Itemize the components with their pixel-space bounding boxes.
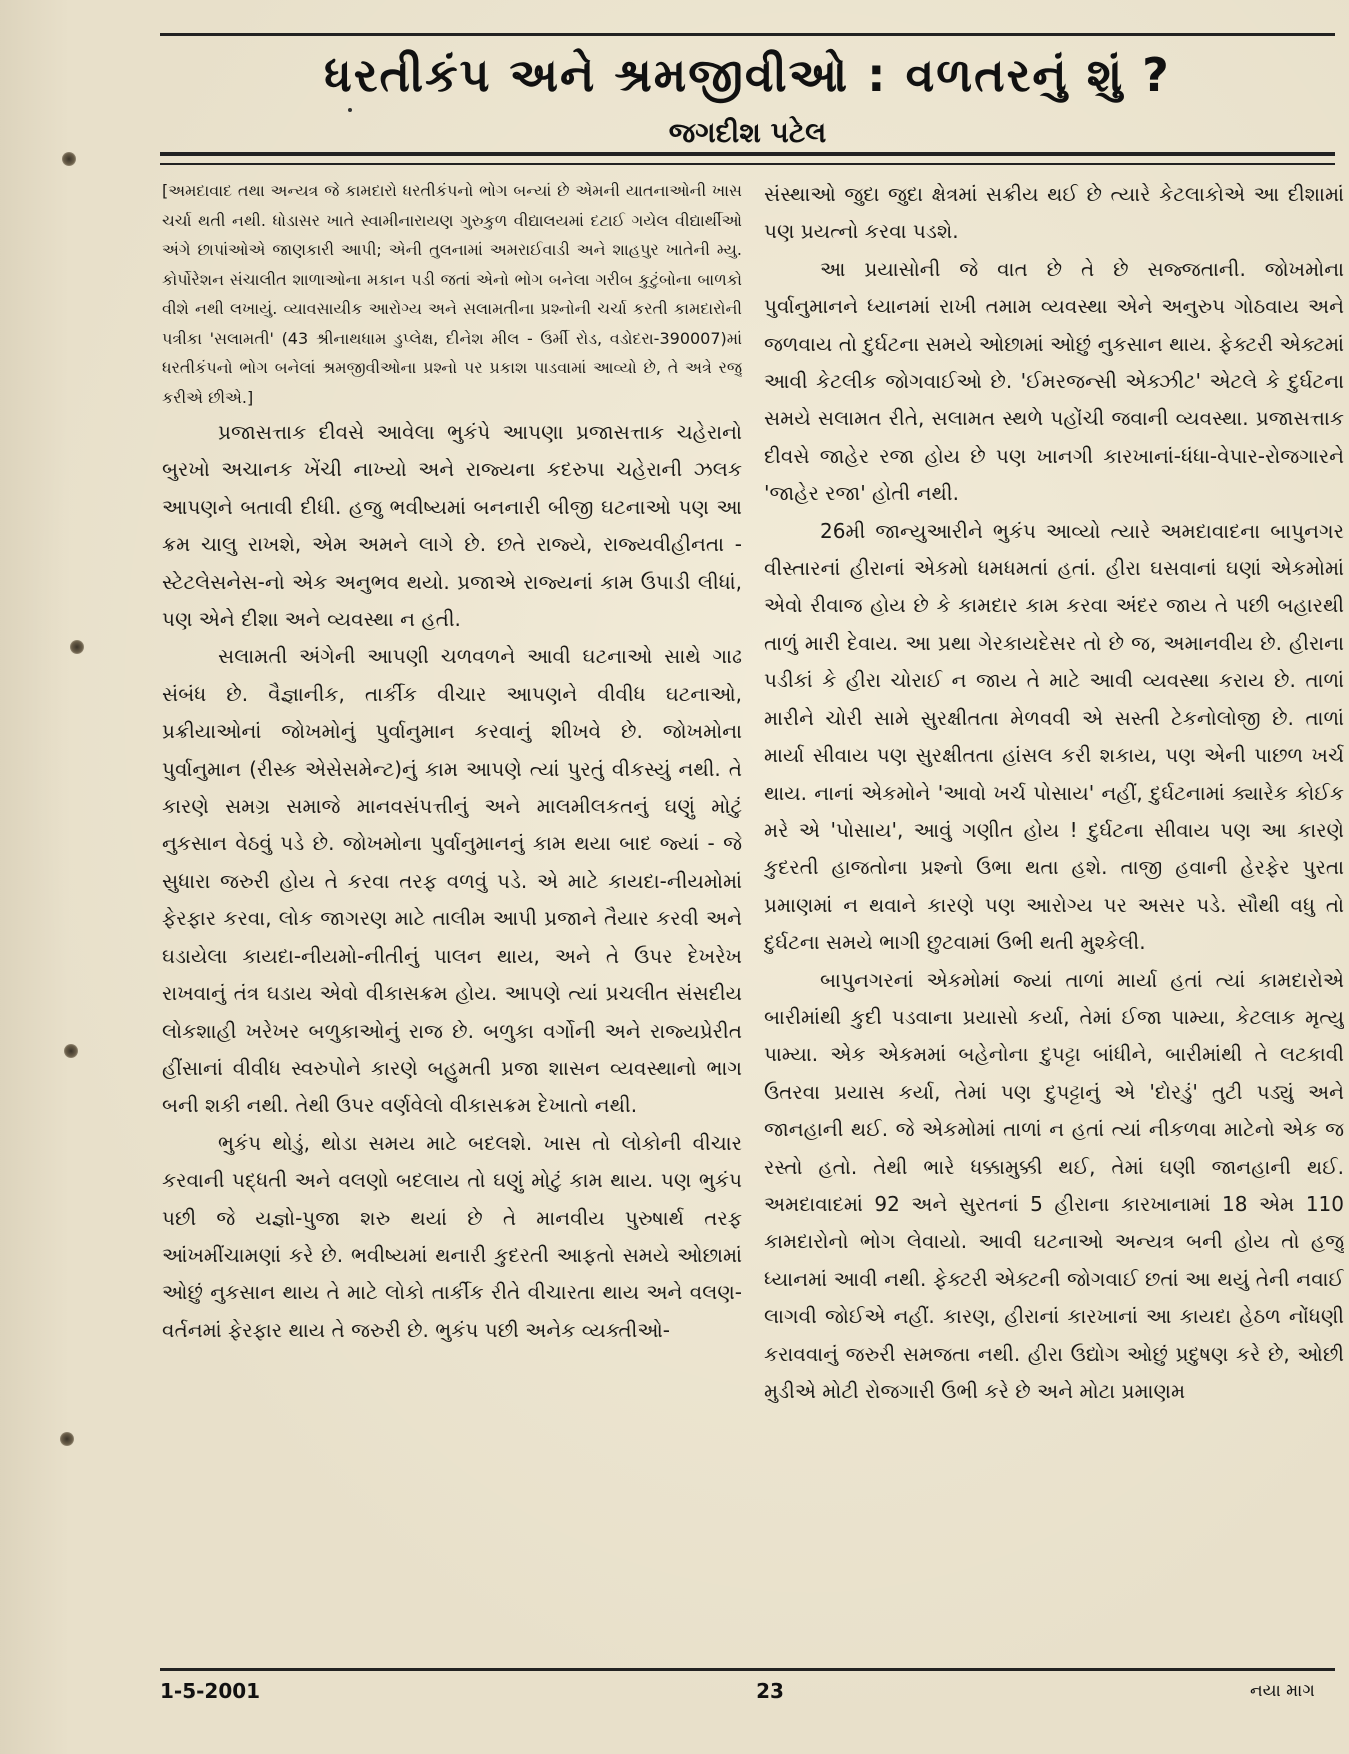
right-column	[764, 176, 1344, 1666]
paragraph: પ્રજાસત્તાક દીવસે આવેલા ભુકંપે આપણા પ્રજાસત્તાક ચહેરાનો બુરખો અચાનક ખેંચી નાખ્યો અને રાજ્યના કદરુપા ચહેરાની ઝલક આપણને બતાવી દીધી. હજુ ભવીષ્યમાં બનનારી બીજી ઘટનાઓ પણ આ ક્રમ ચાલુ રાખશે, એમ અમને લાગે છે. છતે રાજ્યે, રાજ્યવીહીનતા - સ્ટેટલેસનેસ-નો એક અનુભવ થયો. પ્રજાએ રાજ્યનાં કામ ઉપાડી લીધાં, પણ એને દીશા અને વ્યવસ્થા ન હતી.	[162, 420, 742, 632]
punch-hole	[60, 1432, 74, 1446]
top-rule	[160, 33, 1335, 36]
article-title: ધરતીકંપ અને શ્રમજીવીઓ : વળતરનું શું ?	[324, 48, 1171, 102]
header-rule-thin	[160, 163, 1335, 165]
paragraph: 26મી જાન્યુઆરીને ભુકંપ આવ્યો ત્યારે અમદાવાદના બાપુનગર વીસ્તારનાં હીરાનાં એકમો ધમધમતાં હતાં. હીરા ઘસવાનાં ઘણાં એકમોમાં એવો રીવાજ હોય છે કે કામદાર કામ કરવા અંદર જાય તે પછી બહારથી તાળું મારી દેવાય. આ પ્રથા ગેરકાયદેસર તો છે જ, અમાનવીય છે. હીરાના પડીકાં કે હીરા ચોરાઈ ન જાય તે માટે આવી વ્યવસ્થા કરાય છે. તાળાં મારીને ચોરી સામે સુરક્ષીતતા મેળવવી એ સસ્તી ટેકનોલોજી છે. તાળાં માર્યા સીવાય પણ સુરક્ષીતતા હાંસલ કરી શકાય, પણ એની પાછળ ખર્ચ થાય. નાનાં એકમોને 'આવો ખર્ચ પોસાય' નહીં, દુર્ઘટનામાં ક્યારેક કોઈક મરે એ 'પોસાય', આવું ગણીત હોય ! દુર્ઘટના સીવાય પણ આ કારણે કુદરતી હાજતોના પ્રશ્નો ઉભા થતા હશે. તાજી હવાની હેરફેર પુરતા પ્રમાણમાં ન થવાને કારણે પણ આરોગ્ય પર અસર પડે. સૌથી વધુ તો દુર્ઘટના સમયે ભાગી છુટવામાં ઉભી થતી મુશ્કેલી.	[764, 518, 1344, 955]
footer-rule	[160, 1668, 1335, 1671]
magazine-name: નયા માગ	[1250, 1681, 1315, 1701]
print-speck	[348, 108, 352, 112]
paragraph: બાપુનગરનાં એકમોમાં જ્યાં તાળાં માર્યા હતાં ત્યાં કામદારોએ બારીમાંથી કુદી પડવાના પ્રયાસો કર્યા, તેમાં ઈજા પામ્યા, કેટલાક મૃત્યુ પામ્યા. એક એકમમાં બહેનોના દુપટ્ટા બાંધીને, બારીમાંથી તે લટકાવી ઉતરવા પ્રયાસ કર્યા, તેમાં પણ દુપટ્ટાનું એ 'દોરડું' તુટી પડ્યું અને જાનહાની થઈ. જે એકમોમાં તાળાં ન હતાં ત્યાં નીકળવા માટેનો એક જ રસ્તો હતો. તેથી ભારે ધક્કામુક્કી થઈ, તેમાં ઘણી જાનહાની થઈ. અમદાવાદમાં 92 અને સુરતનાં 5 હીરાના કારખાનામાં 18 એમ 110 કામદારોનો ભોગ લેવાયો. આવી ઘટનાઓ અન્યત્ર બની હોય તો હજુ ધ્યાનમાં આવી નથી. ફેક્ટરી એક્ટની જોગવાઈ છતાં આ થયું તેની નવાઈ લાગવી જોઈએ નહીં. કારણ, હીરાનાં કારખાનાં આ કાયદા હેઠળ નોંધણી કરાવવાનું જરુરી સમજતા નથી. હીરા ઉદ્યોગ ઓછું પ્રદુષણ કરે છે, ઓછી મુડીએ મોટી રોજગારી ઉભી કરે છે અને મોટા પ્રમાણમ	[764, 967, 1344, 1403]
paragraph: ભુકંપ થોડું, થોડા સમય માટે બદલશે. ખાસ તો લોકોની વીચાર કરવાની પદ્ધતી અને વલણો બદલાય તો ઘણું મોટું કામ થાય. પણ ભુકંપ પછી જે યજ્ઞો-પુજા શરુ થયાં છે તે માનવીય પુરુષાર્થ તરફ આંખમીંચામણાં કરે છે. ભવીષ્યમાં થનારી કુદરતી આફતો સમયે ઓછામાં ઓછું નુકસાન થાય તે માટે લોકો તાર્કીક રીતે વીચારતા થાય અને વલણ-વર્તનમાં ફેરફાર થાય તે જરુરી છે. ભુકંપ પછી અનેક વ્યક્તીઓ-	[162, 1130, 742, 1342]
issue-date: 1-5-2001	[160, 1679, 261, 1703]
left-column	[162, 176, 742, 1666]
punch-hole	[70, 640, 84, 654]
punch-hole	[62, 152, 76, 166]
paragraph: સલામતી અંગેની આપણી ચળવળને આવી ઘટનાઓ સાથે ગાઢ સંબંધ છે. વૈજ્ઞાનીક, તાર્કીક વીચાર આપણને વીવીધ ઘટનાઓ, પ્રક્રીયાઓનાં જોખમોનું પુર્વાનુમાન કરવાનું શીખવે છે. જોખમોના પુર્વાનુમાન (રીસ્ક એસેસમેન્ટ)નું કામ આપણે ત્યાં પુરતું વીકસ્યું નથી. તે કારણે સમગ્ર સમાજે માનવસંપત્તીનું અને માલમીલકતનું ઘણું મોટું નુકસાન વેઠવું પડે છે. જોખમોના પુર્વાનુમાનનું કામ થયા બાદ જ્યાં - જે સુધારા જરુરી હોય તે કરવા તરફ વળવું પડે. એ માટે કાયદા-નીયમોમાં ફેરફાર કરવા, લોક જાગરણ માટે તાલીમ આપી પ્રજાને તૈયાર કરવી અને ઘડાયેલા કાયદા-નીયમો-નીતીનું પાલન થાય, અને તે ઉપર દેખરેખ રાખવાનું તંત્ર ઘડાય એવો વીકાસક્રમ હોય. આપણે ત્યાં પ્રચલીત સંસદીય લોકશાહી ખરેખર બળુકાઓનું રાજ છે. બળુકા વર્ગોની અને રાજ્યપ્રેરીત હીંસાનાં વીવીધ સ્વરુપોને કારણે બહુમતી પ્રજા શાસન વ્યવસ્થાનો ભાગ બની શકી નથી. તેથી ઉપર વર્ણવેલો વીકાસક્રમ દેખાતો નથી.	[162, 644, 742, 1118]
article-author: જગદીશ પટેલ	[668, 116, 827, 149]
punch-hole	[64, 1044, 78, 1058]
paragraph: આ પ્રયાસોની જે વાત છે તે છે સજ્જતાની. જોખમોના પુર્વાનુમાનને ધ્યાનમાં રાખી તમામ વ્યવસ્થા એને અનુરુપ ગોઠવાય અને જળવાય તો દુર્ઘટના સમયે ઓછામાં ઓછું નુકસાન થાય. ફેક્ટરી એક્ટમાં આવી કેટલીક જોગવાઈઓ છે. 'ઈમરજન્સી એક્ઝીટ' એટલે કે દુર્ઘટના સમયે સલામત રીતે, સલામત સ્થળે પહોંચી જવાની વ્યવસ્થા. પ્રજાસત્તાક દીવસે જાહેર રજા હોય છે પણ ખાનગી કારખાનાં-ધંધા-વેપાર-રોજગારને 'જાહેર રજા' હોતી નથી.	[764, 256, 1344, 506]
page-number: 23	[756, 1679, 784, 1703]
header-rule	[160, 152, 1335, 156]
paragraph: સંસ્થાઓ જુદા જુદા ક્ષેત્રમાં સક્રીય થઈ છે ત્યારે કેટલાકોએ આ દીશામાં પણ પ્રયત્નો કરવા પડશે.	[764, 182, 1344, 244]
editor-note: [અમદાવાદ તથા અન્યત્ર જે કામદારો ધરતીકંપનો ભોગ બન્યાં છે એમની યાતનાઓની ખાસ ચર્ચા થતી નથી. ધોડાસર ખાતે સ્વામીનારાયણ ગુરુકુળ વીદ્યાલયમાં દટાઈ ગયેલ વીદ્યાર્થીઓ અંગે છાપાંઓએ જાણકારી આપી; એની તુલનામાં અમરાઈવાડી અને શાહપુર ખાતેની મ્યુ. કોર્પોરેશન સંચાલીત શાળાઓના મકાન પડી જતાં એનો ભોગ બનેલા ગરીબ કુટુંબોના બાળકો વીશે નથી લખાયું. વ્યાવસાયીક આરોગ્ય અને સલામતીના પ્રશ્નોની ચર્ચા કરતી કામદારોની પત્રીકા 'સલામતી' (43 શ્રીનાથધામ ડુપ્લેક્ષ, દીનેશ મીલ - ઉર્મી રોડ, વડોદરા-390007)માં ધરતીકંપનો ભોગ બનેલાં શ્રમજીવીઓના પ્રશ્નો પર પ્રકાશ પાડવામાં આવ્યો છે, તે અત્રે રજુ કરીએ છીએ.]	[162, 181, 742, 407]
